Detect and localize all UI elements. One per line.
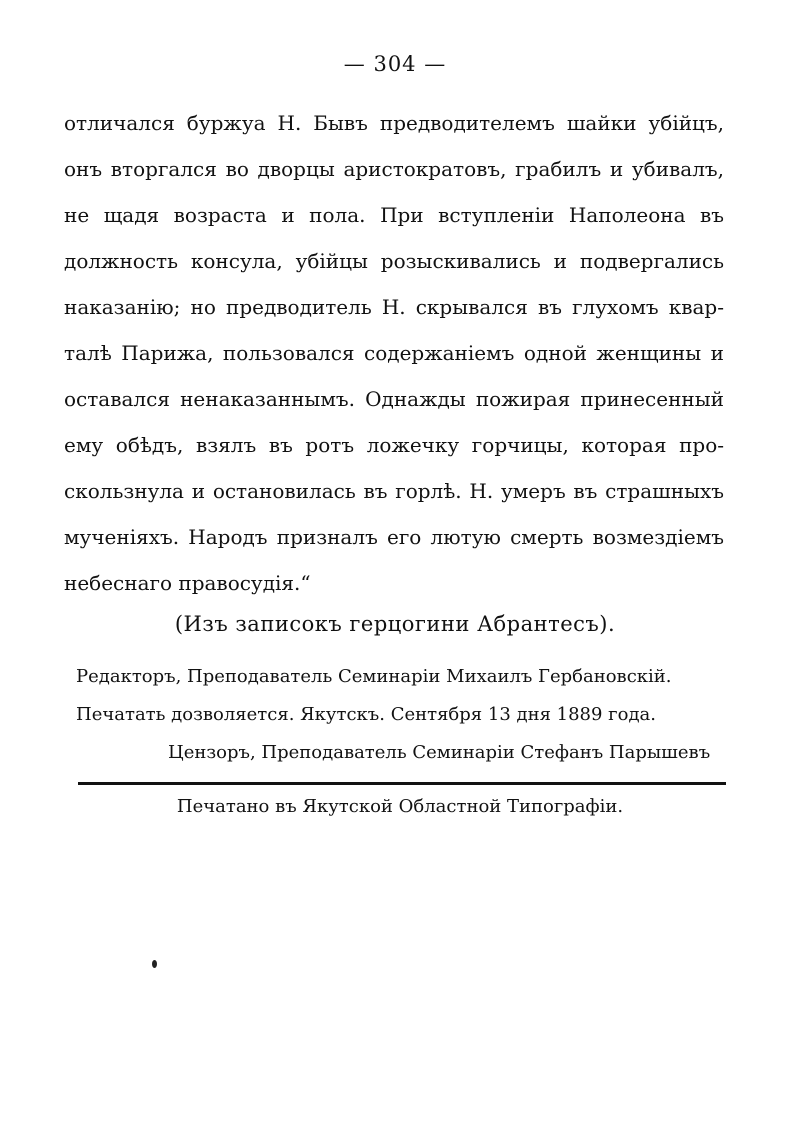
body-line: оставался ненаказаннымъ. Однажды пожирая принесенный [64,387,724,411]
censor-credit: Цензоръ, Преподаватель Семинаріи Стефанъ Парышевъ [168,742,711,763]
censorship-permission: Печатать дозволяется. Якутскъ. Сентября 13 дня 1889 года. [76,704,656,725]
ink-speck [152,960,157,968]
body-line: онъ вторгался во дворцы аристократовъ, грабилъ и убивалъ, [64,157,724,181]
body-paragraph [64,100,724,606]
body-line: скользнула и остановилась въ горлѣ. Н. умеръ въ страшныхъ [64,479,724,503]
body-line: отличался буржуа Н. Бывъ предводителемъ шайки убійцъ, [64,111,724,135]
body-line: должность консула, убійцы розыскивались и подвергались [64,249,724,273]
editor-credit: Редакторъ, Преподаватель Семинаріи Михаилъ Гербановскій. [76,666,672,687]
body-line: наказанію; но предводитель Н. скрывался въ глухомъ квар- [64,295,724,319]
body-line: не щадя возраста и пола. При вступленіи Наполеона въ [64,203,724,227]
printer-imprint: Печатано въ Якутской Областной Типографіи. [176,796,624,817]
body-line: ему обѣдъ, взялъ въ ротъ ложечку горчицы, которая про- [64,433,724,457]
body-line: талѣ Парижа, пользовался содержаніемъ одной женщины и [64,341,724,365]
body-line: мученіяхъ. Народъ призналъ его лютую смерть возмездіемъ [64,525,724,549]
divider-rule [78,782,726,785]
page-number: — 304 — [343,52,447,76]
body-line: небеснаго правосудія.“ [64,571,311,595]
source-citation: (Изъ записокъ герцогини Абрантесъ). [174,612,616,636]
